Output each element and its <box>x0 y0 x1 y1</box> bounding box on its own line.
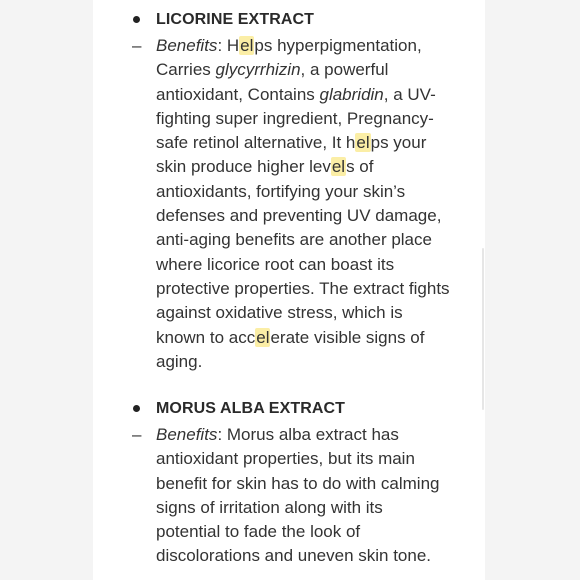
text-run: antioxidant, Contains <box>156 84 320 104</box>
text-run: anti-aging benefits are another place <box>156 230 432 250</box>
text-run: defenses and preventing UV damage, <box>156 206 442 226</box>
text-run: signs of irritation along with its <box>156 497 383 517</box>
search-highlight: el <box>240 36 254 55</box>
text-line <box>156 544 476 568</box>
scrollbar-thumb[interactable] <box>482 248 484 410</box>
text-run: benefit for skin has to do with calming <box>156 473 440 493</box>
text-line <box>156 58 476 82</box>
text-line <box>156 204 476 228</box>
text-run: , a UV- <box>383 84 436 104</box>
text-line <box>156 496 476 520</box>
text-line <box>156 447 476 471</box>
dash-icon: – <box>132 36 142 55</box>
text-line <box>156 472 476 496</box>
search-highlight: el <box>356 133 370 153</box>
text-line <box>156 107 476 131</box>
text-run: antioxidants, fortifying your skin’s <box>156 181 406 201</box>
text-run: potential to fade the look of <box>156 522 361 542</box>
text-line <box>156 83 476 107</box>
section-heading-row <box>93 10 485 34</box>
bullet-icon <box>133 16 140 23</box>
section-heading: LICORINE EXTRACT <box>156 11 315 28</box>
text-run: : H <box>217 36 240 55</box>
text-run: Carries <box>156 60 216 80</box>
text-run: ps hyperpigmentation, <box>254 36 422 55</box>
benefits-paragraph <box>156 423 476 569</box>
text-run: where licorice root can boast its <box>156 254 395 274</box>
italic-term: glabridin <box>319 84 384 104</box>
text-run: erate visible signs of <box>270 327 425 347</box>
section-licorine <box>93 10 485 376</box>
italic-term: Benefits <box>156 425 218 444</box>
section-heading: MORUS ALBA EXTRACT <box>156 400 346 417</box>
text-run: against oxidative stress, which is <box>156 303 403 323</box>
text-run: known to acc <box>156 327 256 347</box>
benefits-item <box>93 423 485 573</box>
italic-term: glycyrrhizin <box>215 60 301 80</box>
text-run: : Morus alba extract has <box>217 425 399 444</box>
document-page <box>93 0 485 580</box>
text-run: discolorations and uneven skin tone. <box>156 546 432 566</box>
section-morus-alba <box>93 399 485 573</box>
text-run: ps your <box>370 133 427 153</box>
text-run: , a powerful <box>300 60 389 80</box>
benefits-item <box>93 34 485 376</box>
text-run: aging. <box>156 351 203 371</box>
search-highlight: el <box>256 327 270 347</box>
text-run: protective properties. The extract fights <box>156 278 450 298</box>
text-line <box>156 34 476 58</box>
bullet-icon <box>133 405 140 412</box>
text-line <box>156 520 476 544</box>
text-run: fighting super ingredient, Pregnancy- <box>156 108 434 128</box>
text-run: antioxidant properties, but its main <box>156 449 415 469</box>
text-line <box>156 423 476 447</box>
text-run: safe retinol alternative, It h <box>156 133 356 153</box>
text-line <box>156 277 476 301</box>
text-line <box>156 228 476 252</box>
text-line <box>156 350 476 374</box>
dash-icon: – <box>132 425 142 444</box>
text-run: s of <box>346 157 374 177</box>
text-run: skin produce higher lev <box>156 157 331 177</box>
section-heading-row <box>93 399 485 423</box>
scrollbar[interactable] <box>481 0 485 580</box>
text-line <box>156 131 476 155</box>
search-highlight: el <box>331 157 346 177</box>
benefits-paragraph <box>156 34 476 374</box>
text-line <box>156 301 476 325</box>
italic-term: Benefits <box>156 36 218 55</box>
text-line <box>156 326 476 350</box>
text-line <box>156 180 476 204</box>
text-line <box>156 253 476 277</box>
text-line <box>156 155 476 179</box>
